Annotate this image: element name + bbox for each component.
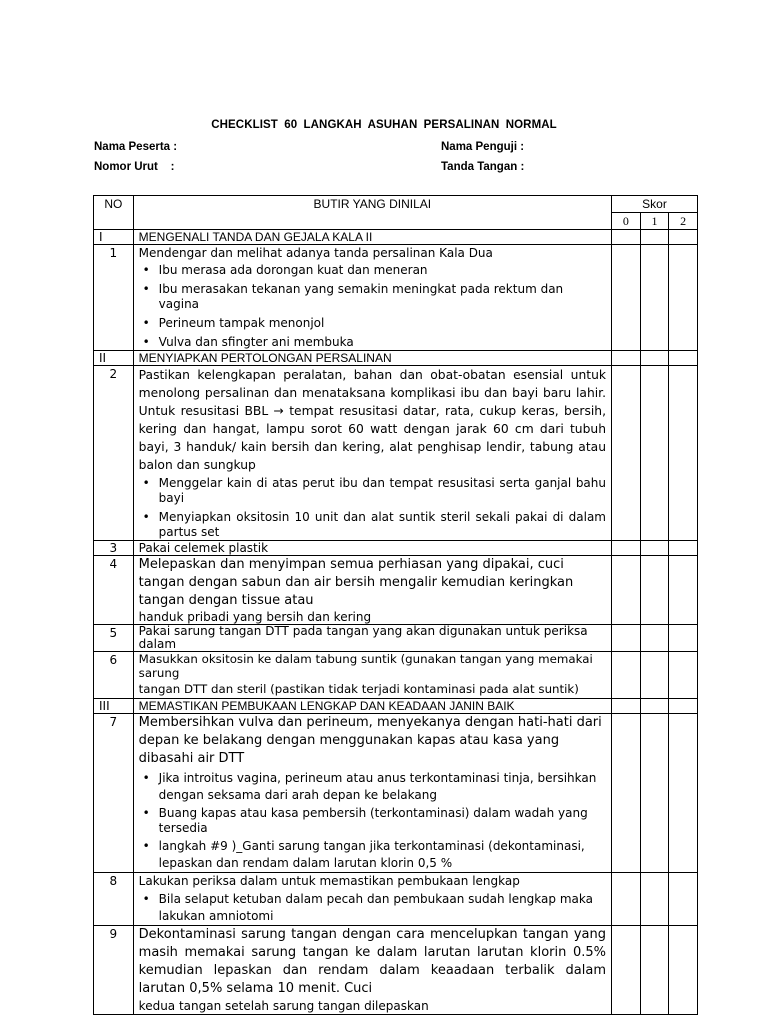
score-cell-1[interactable]	[640, 652, 669, 699]
item-text-continued: handuk pribadi yang bersih dan kering	[138, 610, 372, 624]
item-bullet: • Menyiapkan oksitosin 10 unit dan alat suntik steril sekali pakai di dalam partus set	[159, 510, 606, 540]
item-bullet: • Menggelar kain di atas perut ibu dan tempat resusitasi serta ganjal bahu bayi	[159, 476, 606, 506]
item-bullet: • Ibu merasakan tekanan yang semakin meningkat pada rektum dan vagina	[159, 282, 606, 312]
item-number: 8	[94, 873, 134, 926]
nama-penguji-label: Nama Penguji :	[441, 141, 525, 153]
item-content	[133, 556, 611, 625]
table-row	[94, 714, 698, 873]
score-cell-1[interactable]	[640, 873, 669, 926]
score-cell-2[interactable]	[669, 556, 698, 625]
score-cell-2[interactable]	[669, 351, 698, 366]
item-content	[133, 625, 611, 652]
score-cell-2[interactable]	[669, 873, 698, 926]
section-number: I	[94, 230, 134, 245]
score-cell-2[interactable]	[669, 714, 698, 873]
item-text: Pakai sarung tangan DTT pada tangan yang akan digunakan untuk periksa dalam	[138, 624, 588, 651]
score-cell-0[interactable]	[612, 926, 641, 1015]
item-text: Mendengar dan melihat adanya tanda persalinan Kala Dua	[138, 246, 493, 260]
score-cell-1[interactable]	[640, 366, 669, 541]
score-cell-0[interactable]	[612, 230, 641, 245]
item-bullet: • langkah #9 )_Ganti sarung tangan jika terkontaminasi (dekontaminasi, lepaskan dan rendam dalam larutan klorin 0,5 %	[159, 838, 606, 872]
item-text: Masukkan oksitosin ke dalam tabung suntik (gunakan tangan yang memakai sarung	[138, 652, 593, 680]
score-cell-2[interactable]	[669, 652, 698, 699]
item-content	[133, 652, 611, 699]
score-cell-0[interactable]	[612, 873, 641, 926]
score-cell-2[interactable]	[669, 366, 698, 541]
item-bullet: • Buang kapas atau kasa pembersih (terkontaminasi) dalam wadah yang tersedia	[159, 806, 606, 836]
item-text: Dekontaminasi sarung tangan dengan cara mencelupkan tangan yang masih memakai sarung tangan ke dalam larutan larutan klorin 0.5% kemudian lepaskan dan rendam dalam keaadaan terbalik dalam larutan 0,5% selama 10 menit. Cuci	[138, 927, 606, 996]
header-butir: BUTIR YANG DINILAI	[133, 196, 611, 230]
item-number: 4	[94, 556, 134, 625]
score-cell-1[interactable]	[640, 351, 669, 366]
item-number: 9	[94, 926, 134, 1015]
item-number: 2	[94, 366, 134, 541]
score-cell-1[interactable]	[640, 556, 669, 625]
section-row	[94, 230, 698, 245]
score-cell-2[interactable]	[669, 625, 698, 652]
score-cell-2[interactable]	[669, 699, 698, 714]
item-content	[133, 541, 611, 556]
item-number: 5	[94, 625, 134, 652]
score-cell-1[interactable]	[640, 230, 669, 245]
table-row	[94, 245, 698, 351]
checklist-table	[93, 195, 698, 1015]
item-content	[133, 873, 611, 926]
table-row	[94, 541, 698, 556]
item-number: 1	[94, 245, 134, 351]
header-no: NO	[94, 196, 134, 230]
section-row	[94, 699, 698, 714]
item-bullet: • Perineum tampak menonjol	[159, 316, 606, 331]
section-number: III	[94, 699, 134, 714]
item-number: 3	[94, 541, 134, 556]
table-row	[94, 556, 698, 625]
score-cell-1[interactable]	[640, 625, 669, 652]
item-number: 6	[94, 652, 134, 699]
score-cell-2[interactable]	[669, 541, 698, 556]
score-cell-1[interactable]	[640, 541, 669, 556]
score-cell-2[interactable]	[669, 926, 698, 1015]
item-text: Lakukan periksa dalam untuk memastikan pembukaan lengkap	[138, 874, 520, 888]
score-cell-0[interactable]	[612, 714, 641, 873]
score-cell-1[interactable]	[640, 245, 669, 351]
table-row	[94, 926, 698, 1015]
tanda-tangan-label: Tanda Tangan :	[441, 161, 525, 173]
section-row	[94, 351, 698, 366]
section-title: MENYIAPKAN PERTOLONGAN PERSALINAN	[133, 351, 611, 366]
section-title: MEMASTIKAN PEMBUKAAN LENGKAP DAN KEADAAN JANIN BAIK	[133, 699, 611, 714]
score-cell-0[interactable]	[612, 351, 641, 366]
item-text-continued: kedua tangan setelah sarung tangan dilepaskan	[138, 999, 429, 1013]
section-number: II	[94, 351, 134, 366]
item-content	[133, 926, 611, 1015]
score-cell-1[interactable]	[640, 926, 669, 1015]
item-bullet: • Ibu merasa ada dorongan kuat dan meneran	[159, 263, 606, 278]
item-text: Membersihkan vulva dan perineum, menyekanya dengan hati-hati dari depan ke belakang dengan menggunakan kapas atau kasa yang dibasahi air DTT	[138, 715, 602, 766]
header-skor: Skor	[612, 196, 698, 213]
item-bullet: • Jika introitus vagina, perineum atau anus terkontaminasi tinja, bersihkan dengan seksama dari arah depan ke belakang	[159, 770, 606, 804]
score-cell-0[interactable]	[612, 541, 641, 556]
section-title: MENGENALI TANDA DAN GEJALA KALA II	[133, 230, 611, 245]
score-cell-2[interactable]	[669, 245, 698, 351]
score-cell-0[interactable]	[612, 556, 641, 625]
item-text: Pakai celemek plastik	[138, 541, 269, 555]
item-text: Melepaskan dan menyimpan semua perhiasan yang dipakai, cuci tangan dengan sabun dan air bersih mengalir kemudian keringkan tangan dengan tissue atau	[138, 557, 574, 608]
header-skor-0: 0	[612, 213, 641, 230]
item-content	[133, 366, 611, 541]
item-bullet: • Vulva dan sfingter ani membuka	[159, 335, 606, 350]
score-cell-2[interactable]	[669, 230, 698, 245]
table-row	[94, 873, 698, 926]
header-skor-2: 2	[669, 213, 698, 230]
item-content	[133, 245, 611, 351]
score-cell-1[interactable]	[640, 714, 669, 873]
score-cell-0[interactable]	[612, 699, 641, 714]
header-skor-1: 1	[640, 213, 669, 230]
table-row	[94, 366, 698, 541]
item-text: Pastikan kelengkapan peralatan, bahan dan obat-obatan esensial untuk menolong persalinan dan menataksana komplikasi ibu dan bayi baru lahir. Untuk resusitasi BBL → tempat resusitasi datar, rata, cukup keras, bersih, kering dan hangat, lampu sorot 60 watt dengan jarak 60 cm dari tubuh bayi, 3 handuk/ kain bersih dan kering, alat penghisap lendir, tabung atau balon dan sungkup	[138, 368, 606, 472]
table-row	[94, 625, 698, 652]
nama-peserta-label: Nama Peserta :	[94, 141, 178, 153]
document-title: CHECKLIST 60 LANGKAH ASUHAN PERSALINAN NORMAL	[211, 119, 557, 131]
item-text-continued: tangan DTT dan steril (pastikan tidak terjadi kontaminasi pada alat suntik)	[138, 682, 579, 696]
table-row	[94, 652, 698, 699]
item-number: 7	[94, 714, 134, 873]
score-cell-0[interactable]	[612, 625, 641, 652]
score-cell-0[interactable]	[612, 366, 641, 541]
item-bullet: • Bila selaput ketuban dalam pecah dan pembukaan sudah lengkap maka lakukan amniotomi	[159, 891, 606, 925]
item-content	[133, 714, 611, 873]
score-cell-1[interactable]	[640, 699, 669, 714]
score-cell-0[interactable]	[612, 652, 641, 699]
nomor-urut-label: Nomor Urut :	[94, 161, 175, 173]
score-cell-0[interactable]	[612, 245, 641, 351]
